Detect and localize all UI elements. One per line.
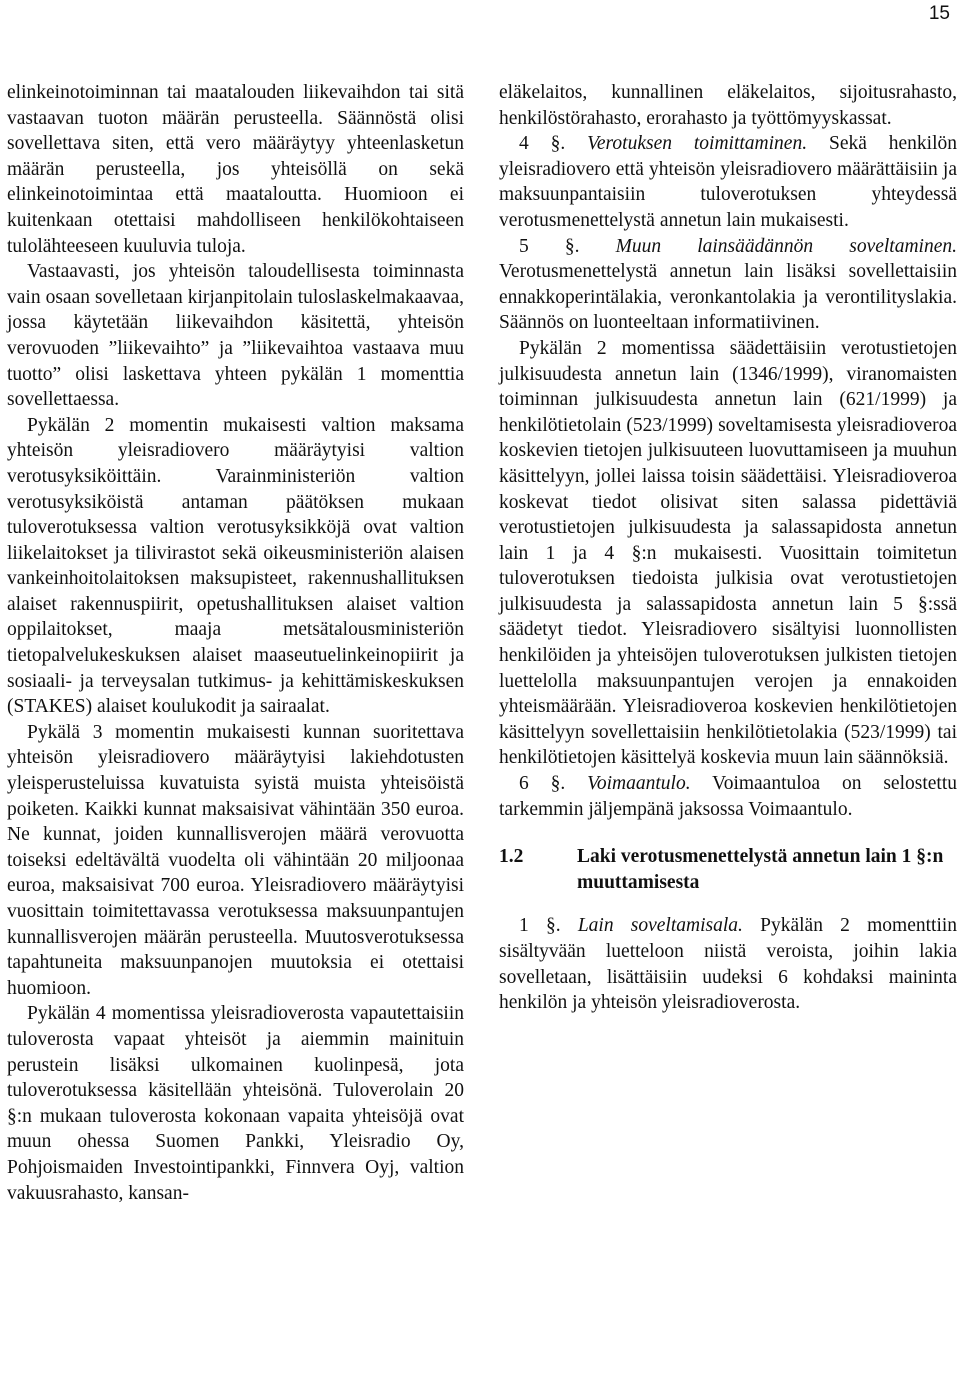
- section-6-title: Voimaantulo.: [587, 773, 691, 795]
- section-4: [499, 131, 957, 233]
- section-5-number: 5: [519, 235, 529, 257]
- section-6: [499, 771, 957, 822]
- left-paragraph-4: Pykälä 3 momentin mukaisesti kunnan suoritettava yhteisön yleisradiovero määräytyisi lakiehdotusten yleisperusteluissa kuvatuista syistä muista yhteisöistä poiketen. Kaikki kunnat maksaisivat vähintään 350 euroa. Ne kunnat, joiden kunnallisverojen määrä verovuotta toiseksi edeltävältä vuodelta oli vähintään 20 miljoonaa euroa, maksaisivat 700 euroa. Yleisradiovero määräytyisi vuosittain toimitettavassa verotuksessa maksuunpantujen kunnallisverojen määrän perusteella. Muutosverotuksessa tapahtuneita maksuunpanojen muutoksia ei otettaisi huomioon.: [7, 721, 464, 999]
- section-6-sign: §.: [550, 773, 566, 795]
- section-4-number: 4: [519, 133, 529, 155]
- right-paragraph-2: Pykälän 2 momentissa säädettäisiin verotustietojen julkisuudesta annetun lain (1346/1999), viranomaisten toiminnan julkisuudesta annetun lain (621/1999) ja henkilötietolain (523/1999) soveltamisesta yleisradioveroa koskevien tietojen julkisuuteen luovuttamiseen ja muuhun käsittelyyn, jollei laissa toisin säädettäisi. Yleisradioveroa koskevat tiedot olisivat siten salassa pidettäviä verotustietojen julkisuudesta ja salassapidosta annetun lain 1 ja 4 §:n mukaisesti. Vuosittain toimitetun tuloverotuksen tiedoista julkisia ovat verotustietojen julkisuudesta ja salassapidosta annetun lain 5 §:ssä säädetyt tiedot. Yleisradiovero sisältyisi luonnollisten henkilöiden ja yhteisöjen tuloverotuksen julkisten tietojen luettelolla maksuunpantujen verojen ja ennakoiden yhteismäärään. Yleisradioveroa koskevien henkilötietojen käsittelyyn sovellettaisiin henkilötietolakia (523/1999) tai henkilötietojen käsittelyä koskevia muun lain säännöksiä.: [499, 337, 957, 769]
- section-4-title: Verotuksen toimittaminen.: [587, 133, 808, 155]
- section-4-text: Sekä henkilön yleisradiovero että yhteisön yleisradiovero määrättäisiin ja maksuunpantaisiin tuloverotuksen yhteydessä verotusmenettelystä annetun lain mukaisesti.: [499, 133, 957, 231]
- page-number: 15: [928, 3, 950, 24]
- section-1-title: Lain soveltamisala.: [577, 915, 743, 937]
- left-paragraph-1: elinkeinotoiminnan tai maatalouden liikevaihdon tai sitä vastaavan tuoton määrän perusteella. Säännöstä olisi sovellettava siten, että vero määräytyy yhteenlasketun määrän perusteella, jos yhteisöllä on sekä elinkeinotoimintaa että maataloutta. Huomioon ei kuitenkaan otettaisi mahdolliseen henkilökohtaiseen tulolähteeseen kuuluvia tuloja.: [7, 82, 464, 257]
- section-5: [499, 234, 957, 336]
- section-5-title: Muun lainsäädännön soveltaminen.: [615, 235, 957, 257]
- section-1: [499, 913, 957, 1015]
- left-column: [7, 80, 464, 1206]
- section-heading-title: Laki verotusmenettelystä annetun lain 1 §:n muuttamisesta: [577, 846, 944, 893]
- section-1-text: Pykälän 2 momenttiin sisältyvään luetteloon niistä veroista, joihin lakia sovelletaan, lisättäisiin uudeksi 6 kohdaksi maininta henkilön ja yhteisön yleisradioverosta.: [499, 915, 958, 1014]
- left-paragraph-3: Pykälän 2 momentin mukaisesti valtion maksama yhteisön yleisradiovero määräytyisi valtion verotusyksiköittäin. Varainministeriön valtion verotusyksiköistä antaman päätöksen mukaan tuloverotuksessa valtion verotusyksikköjä ovat valtion liikelaitokset ja tilivirastot sekä oikeusministeriön alaisen vankeinhoitolaitoksen maksupisteet, rakennushallituksen alaiset rakennuspiirit, opetushallituksen alaiset valtion oppilaitokset, maaja metsätalousministeriön tietopalvelukeskuksen alaiset maaseutuelinkeinopiirit ja sosiaali- ja terveysalan tutkimus- ja kehittämiskeskuksen (STAKES) alaiset koulukodit ja sairaalat.: [7, 414, 464, 718]
- section-4-sign: §.: [550, 133, 566, 155]
- section-5-sign: §.: [564, 235, 580, 257]
- section-1-sign: §.: [545, 915, 561, 937]
- section-5-text: Verotusmenettelystä annetun lain lisäksi sovellettaisiin ennakkoperintälakia, veronkantolakia ja verontilityslakia. Säännös on luonteeltaan informatiivinen.: [499, 261, 957, 334]
- section-heading-number: 1.2: [499, 846, 524, 868]
- left-paragraph-5: Pykälän 4 momentissa yleisradioverosta vapautettaisiin tuloverosta vapaat yhteisöt ja aiemmin mainituin perustein lisäksi ulkomainen kuolinpesä, jota tuloverotuksessa käsitellään yhteisönä. Tuloverolain 20 §:n mukaan tuloverosta kokonaan vapaita yhteisöjä ovat muun ohessa Suomen Pankki, Yleisradio Oy, Pohjoismaiden Investointipankki, Finnvera Oyj, valtion vakuusrahasto, kansan-: [7, 1003, 464, 1204]
- left-paragraph-2: Vastaavasti, jos yhteisön taloudellisesta toiminnasta vain osaan sovelletaan kirjanpitolain tuloslaskelmakaavaa, jossa käytetään liikevaihdon käsitettä, yhteisön verovuoden ”liikevaihto” ja ”liikevaihtoa vastaava muu tuotto” olisi laskettava yhteen pykälän 1 momenttia sovellettaessa.: [7, 261, 464, 411]
- right-column: [499, 80, 957, 1016]
- section-6-number: 6: [519, 773, 529, 795]
- section-1-number: 1: [519, 915, 529, 937]
- section-6-text: Voimaantuloa on selostettu tarkemmin jäljempänä jaksossa Voimaantulo.: [499, 773, 957, 820]
- right-paragraph-1: eläkelaitos, kunnallinen eläkelaitos, sijoitusrahasto, henkilöstörahasto, erorahasto ja työttömyyskassat.: [499, 82, 957, 129]
- section-heading: [499, 844, 957, 895]
